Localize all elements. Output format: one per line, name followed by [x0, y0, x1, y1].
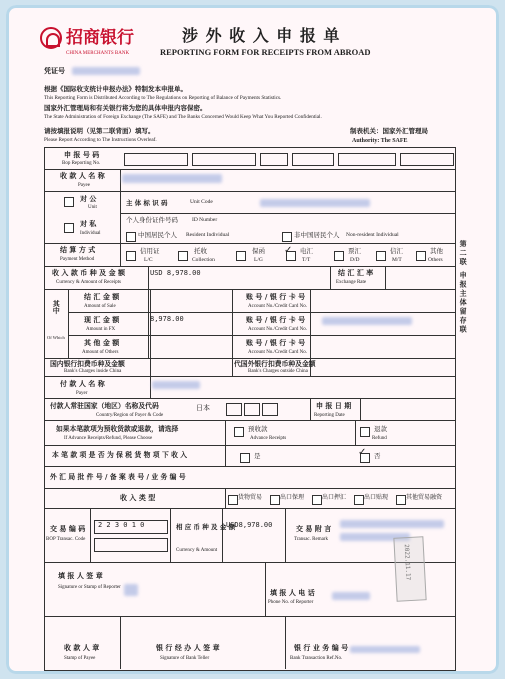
instruction-text: 请按填报说明（见第二联背面）填写。	[44, 127, 155, 135]
method-lc-label: 信用证	[140, 247, 160, 255]
method-mt-label-en: M/T	[392, 257, 402, 263]
report-date-label-en: Reporting Date	[314, 413, 345, 418]
payee-value-redacted	[122, 174, 222, 183]
advance-label-en: Advance Receipts	[250, 436, 287, 441]
method-mt-label: 信汇	[390, 247, 403, 255]
nonresident-label-en: Non-resident Individual	[346, 232, 399, 238]
teller-label: 银 行 经 办 人 签 章	[156, 644, 220, 652]
receipt-type-label: 收 入 类 型	[120, 494, 156, 502]
account-label-3-en: Account No./Credit Card No.	[248, 350, 308, 355]
bop-no-cells	[124, 153, 452, 165]
country-value[interactable]: 日本	[196, 404, 210, 412]
remark-label-en: Transac. Remark	[294, 537, 328, 542]
method-collection-label: 托收	[194, 247, 207, 255]
fx-value[interactable]: 8,978.00	[150, 315, 184, 323]
method-dd-label-en: D/D	[350, 257, 360, 263]
voucher-label: 凭证号	[44, 67, 65, 75]
payee-label: 收 款 人 名 称	[60, 172, 105, 180]
bank-ref-label-en: Bank Transaction Ref.No.	[290, 656, 343, 661]
basis-text-en: This Reporting Form is Distributed According to The Regulations on Reporting of Balance of Payments Statistics.	[44, 95, 282, 101]
remark-label: 交 易 附 言	[296, 525, 332, 533]
bank-ref-redacted	[350, 646, 420, 653]
charges-inside-label-en: Bank's Charges inside China	[64, 369, 122, 374]
advance-question: 如果本笔款项为预收货款或退款，请选择	[56, 425, 179, 433]
method-dd-label: 票汇	[348, 247, 361, 255]
approval-label: 外 汇 局 批 件 号 / 备 案 表 号 / 业 务 编 号	[50, 473, 186, 481]
form-title: 涉 外 收 入 申 报 单	[182, 26, 341, 45]
payment-method-label: 结 算 方 式	[60, 246, 96, 254]
authority-text: 制表机关：国家外汇管理局	[350, 127, 428, 135]
resident-label-en: Resident Individual	[186, 232, 230, 238]
bank-date-stamp-text: 2022.11.17	[402, 543, 412, 581]
bop-code-label-en: BOP Transac. Code	[46, 537, 86, 542]
account-label-1: 账 号 / 银 行 卡 号	[246, 293, 306, 301]
method-dd-checkbox[interactable]	[334, 251, 344, 261]
method-others-checkbox[interactable]	[416, 251, 426, 261]
fx-label-en: Amount in FX	[86, 327, 116, 332]
method-others-label: 其他	[430, 247, 443, 255]
curr-amt-value[interactable]: USD8,978.00	[226, 521, 273, 529]
bonded-question: 本 笔 款 项 是 否 为 保 税 货 物 项 下 收 入	[52, 451, 188, 459]
payment-method-label-en: Payment Method	[60, 257, 95, 262]
method-lg-label-en: L/G	[254, 257, 263, 263]
phone-redacted	[332, 592, 370, 600]
nonresident-checkbox[interactable]	[282, 232, 292, 242]
phone-label-en: Phone No. of Reporter	[268, 600, 314, 605]
bonded-yes-label: 是	[254, 452, 261, 460]
others-label: 其 他 金 额	[84, 339, 120, 347]
refund-label: 退款	[374, 425, 387, 433]
stamp-payee-label: 收 款 人 章	[64, 644, 100, 652]
remark-value-redacted	[340, 520, 444, 528]
individual-label-en: Individual	[80, 231, 101, 236]
of-which-label-en: Of Which	[47, 335, 65, 340]
basis-text: 根据《国际收支统计申报办法》特制发本申报单。	[44, 85, 187, 93]
bank-name-en: CHINA MERCHANTS BANK	[66, 51, 130, 56]
method-tt-label-en: T/T	[302, 257, 311, 263]
currency-amount-label-en: Currency & Amount of Receipts	[56, 280, 121, 285]
advance-label: 预收款	[248, 425, 268, 433]
bank-logo-icon	[40, 27, 62, 49]
receipt-type-factoring-label: 出口保理	[280, 494, 305, 501]
teller-label-en: Signature of Bank Teller	[160, 656, 210, 661]
bop-code-value: 2 2 3 0 1 0	[98, 521, 145, 529]
confidential-text-en: The State Administration of Foreign Exchange (The SAFE) and The Banks Concerned Would Keep What You Reported Confidential.	[44, 114, 322, 120]
receipt-type-negotiation-label: 出口押汇	[322, 494, 347, 501]
receipt-type-other-label: 其他贸易融资	[406, 494, 443, 501]
id-no-label: 个人身份证件号码	[126, 216, 178, 224]
receipt-type-discount-label: 出口贴现	[364, 494, 389, 501]
unit-code-label: 主 体 标 识 码	[126, 199, 168, 207]
signature-redacted	[124, 584, 138, 596]
bank-ref-label: 银 行 业 务 编 号	[294, 644, 349, 652]
unit-code-label-en: Unit Code	[190, 199, 213, 205]
curr-amt-label: 相 应 币 种 及 金 额	[176, 523, 236, 531]
method-others-label-en: Others	[428, 257, 443, 263]
bank-date-stamp	[393, 536, 426, 601]
bank-name: 招商银行	[66, 28, 134, 48]
exchange-rate-label-en: Exchange Rate	[336, 280, 367, 285]
of-which-label: 其中	[52, 300, 61, 314]
unit-label-en: Unit	[88, 205, 97, 210]
phone-label: 填 报 人 电 话	[270, 589, 315, 597]
receipt-type-discount-checkbox[interactable]	[354, 495, 364, 505]
signature-label-en: Signature or Stamp of Reporter	[58, 585, 121, 590]
receipt-type-goods-label: 货物贸易	[238, 494, 263, 501]
authority-text-en: Authority: The SAFE	[352, 138, 408, 144]
resident-checkbox[interactable]	[126, 232, 136, 242]
instruction-text-en: Please Report According to The Instructions Overleaf.	[44, 137, 157, 143]
form-title-en: REPORTING FORM FOR RECEIPTS FROM ABROAD	[160, 47, 371, 57]
stamp-payee-label-en: Stamp of Payee	[64, 656, 96, 661]
receipt-type-negotiation-checkbox[interactable]	[312, 495, 322, 505]
bop-no-label: 申 报 号 码	[64, 151, 100, 159]
method-mt-checkbox[interactable]	[376, 251, 386, 261]
refund-checkbox[interactable]	[360, 427, 370, 437]
resident-label: 中国居民个人	[138, 231, 177, 239]
fx-label: 现 汇 金 额	[84, 316, 120, 324]
bop-code-box-2[interactable]	[94, 538, 168, 552]
country-label-en: Country/Region of Payer & Code	[96, 413, 164, 418]
sale-label-en: Amount of Sale	[84, 304, 116, 309]
charges-outside-label-en: Bank's Charges outside China	[248, 369, 308, 374]
account-label-1-en: Account No./Credit Card No.	[248, 304, 308, 309]
signature-label: 填 报 人 签 章	[58, 572, 103, 580]
account-value-redacted	[322, 317, 412, 325]
curr-amt-label-en: Currency & Amount	[176, 548, 218, 553]
bonded-no-label: 否	[374, 452, 381, 460]
currency-amount-value[interactable]: USD 8,978.00	[150, 269, 201, 277]
copy-side-note: 第二联 申报主体留存联	[459, 240, 468, 335]
id-no-label-en: ID Number	[192, 217, 218, 223]
method-lg-checkbox[interactable]	[236, 251, 246, 261]
confidential-text: 国家外汇管理局和有关银行将为您的具体申报内容保密。	[44, 104, 207, 112]
currency-amount-label: 收 入 款 币 种 及 金 额	[52, 269, 126, 277]
bonded-yes-checkbox[interactable]	[240, 453, 250, 463]
charges-inside-label: 国内银行扣费币种及金额	[50, 360, 125, 368]
method-lc-checkbox[interactable]	[126, 251, 136, 261]
unit-code-redacted	[260, 199, 370, 207]
receipt-type-goods-checkbox[interactable]	[228, 495, 238, 505]
method-lg-label: 保函	[252, 247, 265, 255]
unit-label: 对 公	[80, 195, 97, 203]
receipt-type-other-checkbox[interactable]	[396, 495, 406, 505]
individual-checkbox[interactable]	[64, 223, 74, 233]
refund-label-en: Refund	[372, 436, 387, 441]
bop-code-label: 交 易 编 码	[50, 525, 86, 533]
sale-label: 结 汇 金 额	[84, 293, 120, 301]
bop-no-label-en: Bop Reporting No.	[62, 161, 101, 166]
payer-label-en: Payer	[76, 391, 88, 396]
report-date-label: 申 报 日 期	[316, 402, 352, 410]
country-label: 付款人常驻国家（地区）名称及代码	[50, 402, 159, 410]
advance-checkbox[interactable]	[234, 427, 244, 437]
method-tt-checkmark-icon: ✓	[284, 245, 293, 256]
payer-value-redacted	[152, 381, 200, 389]
nonresident-label: 非中国居民个人	[294, 231, 340, 239]
exchange-rate-label: 结 汇 汇 率	[338, 269, 374, 277]
charges-outside-label: 代国外银行扣费币种及金额	[234, 360, 316, 368]
payer-label: 付 款 人 名 称	[60, 380, 105, 388]
account-label-2: 账 号 / 银 行 卡 号	[246, 316, 306, 324]
voucher-number-redacted	[72, 67, 140, 75]
method-lc-label-en: L/C	[144, 257, 153, 263]
advance-question-en: If Advance Receipts/Refund, Please Choose	[64, 436, 153, 441]
method-collection-label-en: Collection	[192, 257, 215, 263]
method-tt-label: 电汇	[300, 247, 313, 255]
bonded-no-checkmark-icon: ✓	[358, 447, 367, 458]
receipt-type-factoring-checkbox[interactable]	[270, 495, 280, 505]
account-label-2-en: Account No./Credit Card No.	[248, 327, 308, 332]
unit-checkbox[interactable]	[64, 197, 74, 207]
method-collection-checkbox[interactable]	[178, 251, 188, 261]
account-label-3: 账 号 / 银 行 卡 号	[246, 339, 306, 347]
payee-label-en: Payee	[78, 183, 90, 188]
individual-label: 对 私	[80, 220, 97, 228]
others-label-en: Amount of Others	[82, 350, 119, 355]
